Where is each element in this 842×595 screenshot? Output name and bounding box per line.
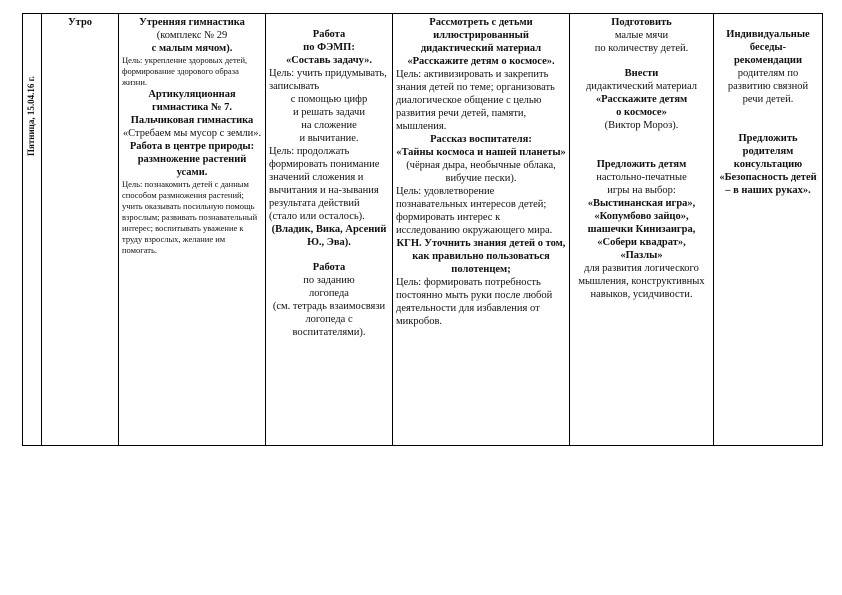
game-item: «Собери квадрат», [597,237,686,248]
intro-name: «Расскажите детям [595,94,688,105]
parents-cell [714,14,823,446]
finger-gym: Пальчиковая гимнастика [130,115,254,126]
game-item: «Копумбово зайцо», [594,211,689,222]
table-row [23,14,823,446]
cosmos-kgn: КГН. Уточнить знания детей о том, как правильно пользоваться полотенцем; [396,238,566,275]
cosmos-story: Рассказ воспитателя: [430,134,532,145]
date-cell [23,14,42,446]
cosmos-goal: Цель: активизировать и закрепить знания детей по теме; организовать диалогическое общение с целью развития речи детей, памяти, мышления. [396,69,555,132]
gym-title: Утренняя гимнастика [139,17,245,28]
cosmos-look: Рассмотреть с детьми иллюстрированный дидактический материал [420,17,542,54]
intro-line2: дидактический материал [585,81,698,92]
work-center2: размножение растений усами. [137,154,247,178]
intro-author: (Виктор Мороз). [604,120,679,131]
fmp-goal-c: и решать задачи [293,107,365,118]
game-item: «Выстинанская игра», [587,198,696,209]
plan-table [22,13,823,446]
fmp-title2: по ФЭМП: [303,42,355,53]
gym-complex2: с малым мячом). [151,43,233,54]
logoped-note: (см. тетрадь взаимосвязи логопеда с воспитателями). [272,301,386,338]
fmp-goal-b: с помощью цифр [290,94,368,105]
fmp-goal: Цель: учить придумывать, записывать [269,68,387,92]
time-label: Утро [67,17,93,28]
fmp-kids: (Владик, Вика, Арсений Ю., Эва). [271,224,387,248]
work-center: Работа в центре природы: [129,141,255,152]
offer-title: Предложить детям [596,159,687,170]
parents-text: родителям по развитию связной речи детей. [727,68,809,105]
individual-cell [570,14,714,446]
parents-title: Индивидуальные беседы-рекомендации [726,29,810,66]
prep-title: Подготовить [611,17,672,28]
time-cell [42,14,119,446]
game-item: «Пазлы» [620,250,663,261]
fmp-goal-d: на сложение [301,120,357,131]
intro-name2: о космосе» [616,107,667,118]
date-label: Пятница, 15.04.16 г. [26,76,36,156]
fmp-goal2: Цель: продолжать формировать понимание значений сложения и вычитания и на-зывания результата действий (стало или осталось). [269,146,380,222]
logoped-title3: логопеда [309,288,349,299]
morning-cell [119,14,266,446]
artic-gym: Артикуляционная гимнастика № 7. [148,89,236,113]
logoped-title2: по заданию [303,275,355,286]
cosmos-cell [393,14,570,446]
goal-2: Цель: познакомить детей с данным способом размножения растений; учить оказывать посильную помощь взрослым; развивать познавательный интерес; воспитывать уважение к труду взрослых, желание им помогать. [122,179,258,255]
goal-1: Цель: укрепление здоровых детей, формирование здорового образа жизни. [122,55,248,87]
prep-line3: по количеству детей. [594,43,689,54]
intro-title: Внести [624,68,659,79]
cosmos-story-name: «Тайны космоса и нашей планеты» [396,147,566,158]
fmp-game: «Составь задачу». [285,55,373,66]
fmp-title: Работа [312,29,346,40]
cosmos-goal2: Цель: удовлетворение познавательных интересов детей; формировать интерес к исследованию окружающего мира. [396,186,553,236]
parents-consult: «Безопасность детей – в наших руках». [719,172,817,196]
logoped-title: Работа [312,262,346,273]
prep-line2: малые мячи [614,30,669,41]
offer-line3: игры на выбор: [607,185,676,196]
fmp-goal-e: и вычитание. [299,133,359,144]
game-item: шашечки Кинизаигра, [587,224,696,235]
offer-line2: настольно-печатные [596,172,687,183]
gym-complex: (комплекс № 29 [156,30,228,41]
cosmos-look-name: «Расскажите детям о космосе». [407,56,555,67]
offer-purpose: для развития логического мышления, конструктивных навыков, усидчивости. [578,263,705,300]
parents-offer: Предложить родителям консультацию [733,133,803,170]
fmp-cell [266,14,393,446]
finger-gym-name: «Стребаем мы мусор с земли». [122,128,262,139]
cosmos-goal3: Цель: формировать потребность постоянно мыть руки после любой деятельности для избавления от микробов. [396,277,553,327]
cosmos-story-note: (чёрная дыра, необычные облака, вибучие пески). [406,160,556,184]
